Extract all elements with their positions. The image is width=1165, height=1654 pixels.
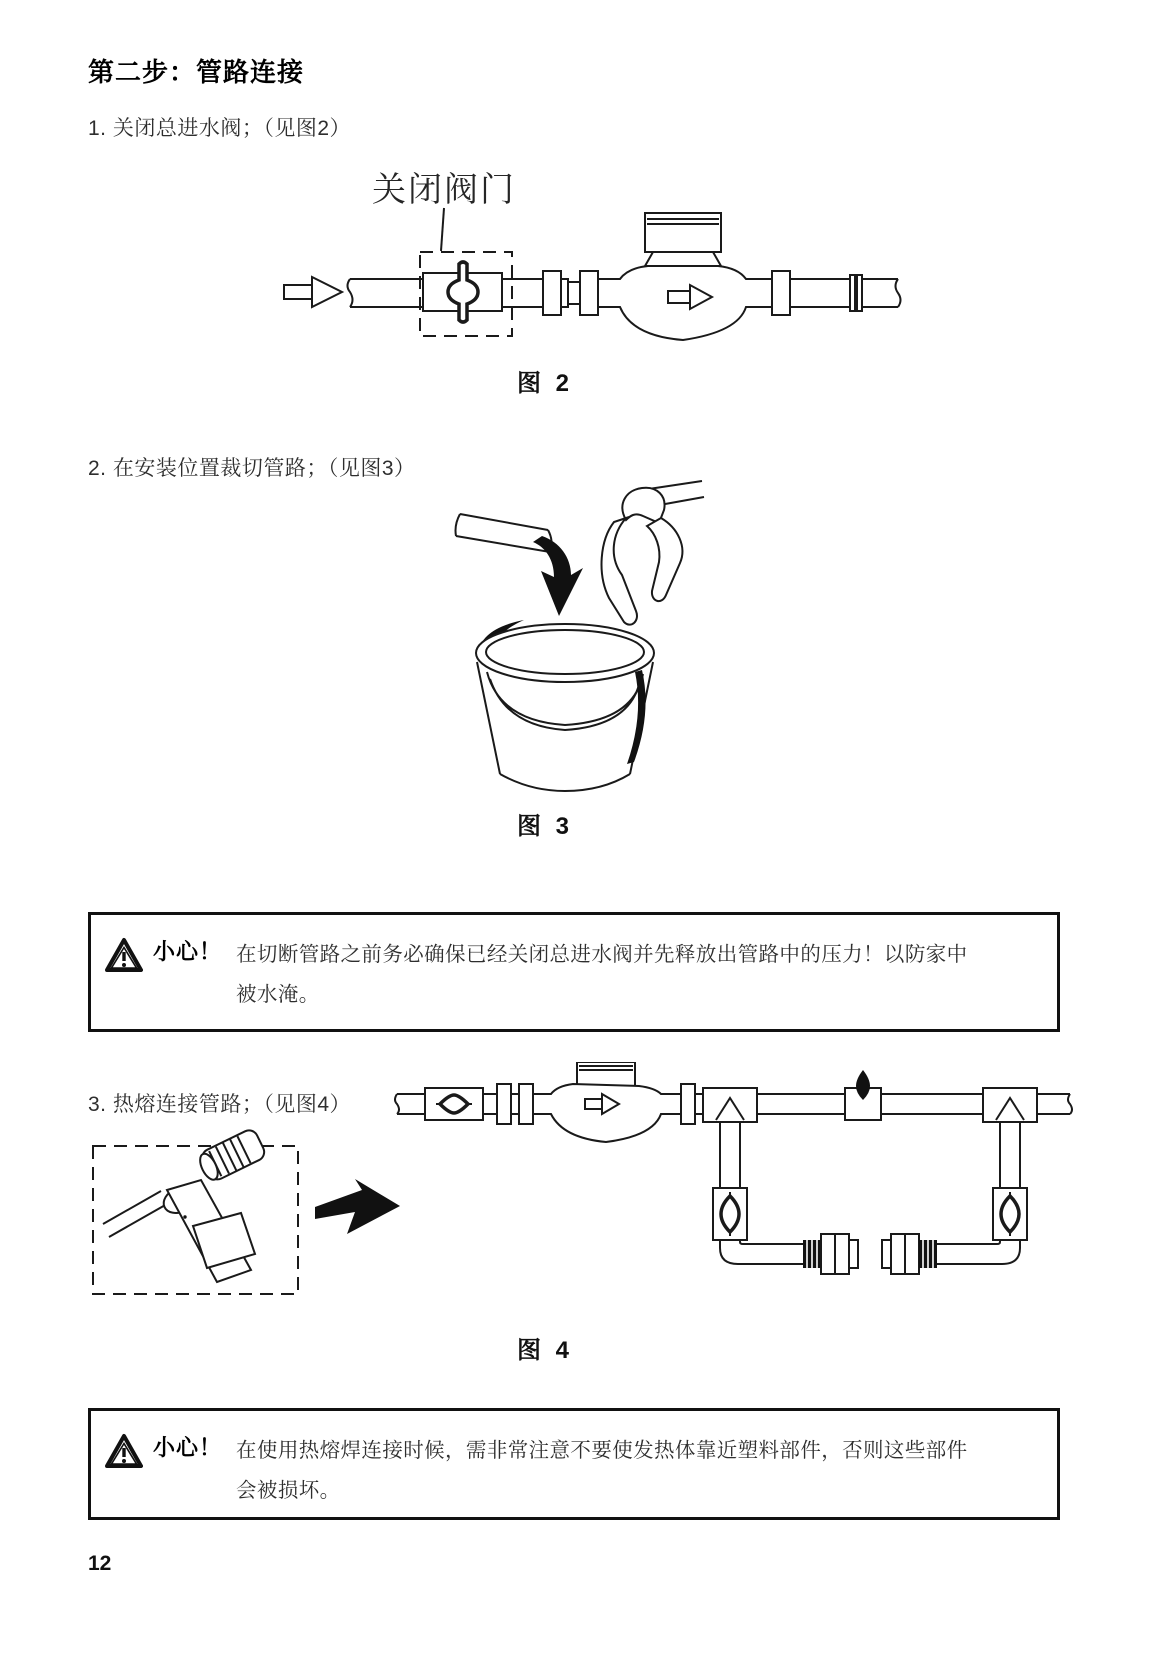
figure-3 (430, 478, 750, 808)
vertical-valve (713, 1188, 747, 1240)
pipe-cutter-tool (602, 481, 704, 625)
caution-label: 小心！ (153, 1435, 223, 1460)
caution-box-2 (88, 1408, 1060, 1520)
inline-valve (425, 1088, 483, 1120)
pipe-union (543, 271, 561, 315)
transition-arrow (315, 1179, 400, 1234)
step-3-text: 3. 热熔连接管路；（见图4） (88, 1093, 352, 1116)
caution-text: 在使用热熔焊连接时候，需非常注意不要使发热体靠近塑料部件，否则这些部件会被损坏。 (236, 1439, 968, 1502)
water-meter (533, 1062, 681, 1142)
threaded-union-nut (803, 1234, 858, 1274)
saddle-valve (845, 1070, 881, 1120)
figure3-caption: 图 3 (516, 813, 573, 840)
vertical-valve (993, 1188, 1027, 1240)
step-2-text: 2. 在安装位置裁切管路；（见图3） (88, 457, 416, 480)
pipe-union (772, 271, 790, 315)
leader-line (441, 208, 444, 251)
bucket (476, 620, 654, 791)
pipe-union (519, 1084, 533, 1124)
fusion-fitting-detail (103, 1127, 267, 1282)
figure-4 (85, 1062, 1085, 1314)
flow-direction-arrow (284, 277, 342, 307)
page-title: 第二步：管路连接 (88, 57, 305, 87)
figure2-caption: 图 2 (516, 370, 573, 397)
caution-label: 小心！ (153, 939, 223, 964)
caution-icon (105, 1433, 143, 1469)
water-meter (598, 213, 772, 340)
threaded-union-nut (882, 1234, 937, 1274)
figure2-pipe-valve-meter-diagram (250, 160, 930, 375)
figure-2 (250, 160, 930, 375)
figure2-annotation-close-valve: 关闭阀门 (372, 171, 516, 209)
caution-box-1 (88, 912, 1060, 1032)
pipe-union (580, 271, 598, 315)
tee-fitting (983, 1088, 1037, 1122)
drop-arrow (533, 536, 583, 616)
pipe-union (497, 1084, 511, 1124)
valve-handle (448, 262, 478, 322)
tee-fitting (703, 1088, 757, 1122)
figure3-cut-pipe-bucket-diagram (430, 478, 750, 808)
page-number: 12 (88, 1552, 112, 1575)
caution-text: 在切断管路之前务必确保已经关闭总进水阀并先释放出管路中的压力！以防家中被水淹。 (236, 943, 968, 1006)
step-1-text: 1. 关闭总进水阀；（见图2） (88, 117, 352, 140)
pipe-union (681, 1084, 695, 1124)
figure4-welded-piping-diagram (85, 1062, 1085, 1314)
figure4-caption: 图 4 (516, 1337, 573, 1364)
caution-icon (105, 937, 143, 973)
pipe-segment (456, 514, 551, 552)
